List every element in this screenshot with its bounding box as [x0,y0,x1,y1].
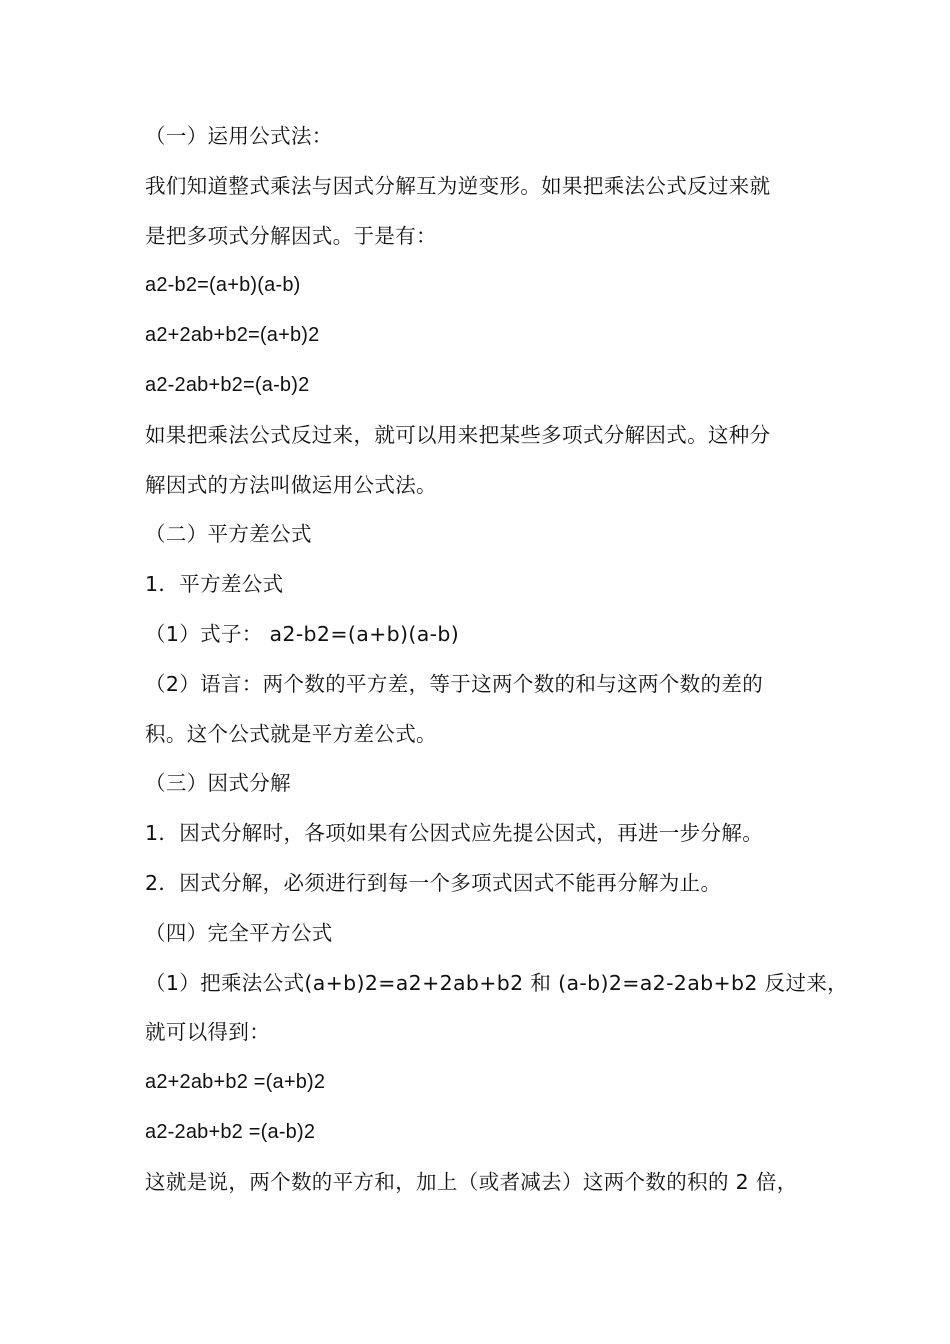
list-item: 1．平方差公式 [145,572,284,597]
paragraph-line: 这就是说，两个数的平方和，加上（或者减去）这两个数的积的 2 倍， [145,1169,798,1194]
section-heading-formula-method: （一）运用公式法： [145,124,333,148]
formula-line: a2-2ab+b2=(a-b)2 [145,373,310,396]
document-body [145,112,849,1208]
paragraph-line: 就可以得到： [145,1020,271,1045]
list-item: （2）语言：两个数的平方差，等于这两个数的和与这两个数的差的 [145,671,764,696]
formula-line: a2-b2=(a+b)(a-b) [145,274,301,297]
list-item: 2．因式分解，必须进行到每一个多项式因式不能再分解为止。 [145,870,722,895]
formula-line: a2-2ab+b2 =(a-b)2 [145,1120,316,1143]
section-heading-factorization: （三）因式分解 [145,771,291,796]
paragraph-line: 如果把乘法公式反过来，就可以用来把某些多项式分解因式。这种分 [145,422,771,447]
formula-line: a2+2ab+b2=(a+b)2 [145,324,320,347]
formula-line: a2+2ab+b2 =(a+b)2 [145,1071,326,1094]
section-heading-perfect-square: （四）完全平方公式 [145,920,333,945]
list-item: 1．因式分解时，各项如果有公因式应先提公因式，再进一步分解。 [145,821,764,846]
paragraph-line: 是把多项式分解因式。于是有： [145,223,437,248]
list-item: （1）式子： a2-b2=(a+b)(a-b) [145,621,460,646]
paragraph-line: 我们知道整式乘法与因式分解互为逆变形。如果把乘法公式反过来就 [145,173,771,198]
paragraph-line: 解因式的方法叫做运用公式法。 [145,472,437,497]
list-item: （1）把乘法公式(a+b)2=a2+2ab+b2 和 (a-b)2=a2-2ab+b2 反过来， [145,970,849,995]
paragraph-line: 积。这个公式就是平方差公式。 [145,721,437,746]
section-heading-difference-of-squares: （二）平方差公式 [145,522,312,547]
